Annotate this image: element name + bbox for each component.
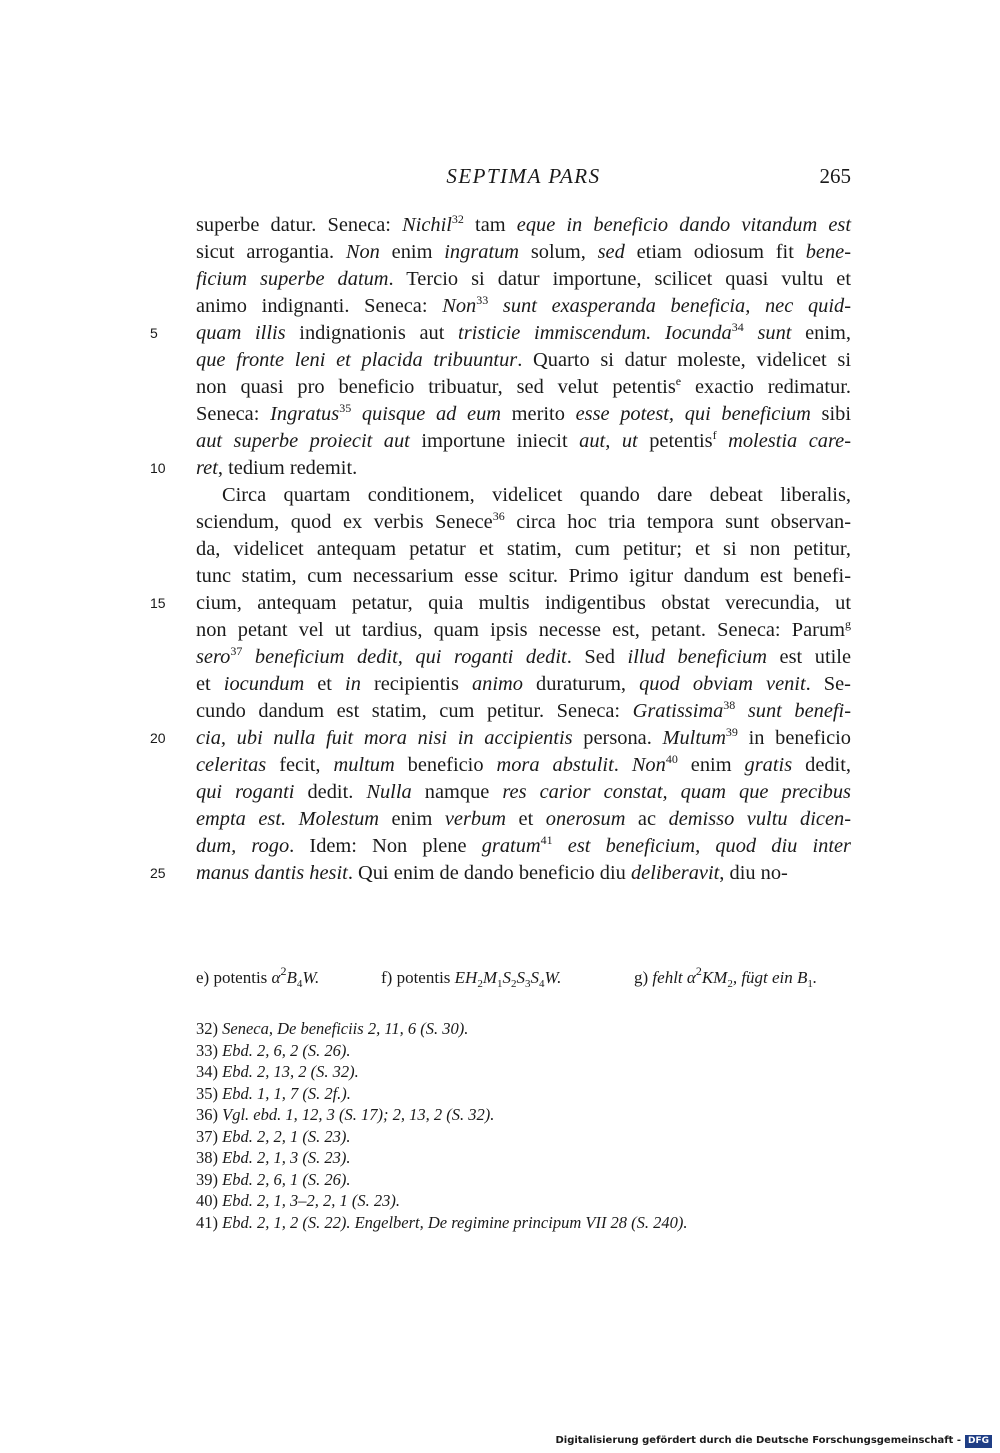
text-line: animo indignanti. Seneca: Non$^{33}$ sunt exasperanda beneficia, nec quid- — [196, 293, 851, 317]
footnote-number: 37) — [196, 1126, 223, 1146]
footnote-text: Ebd. 2, 1, 3–2, 2, 1 (S. 23). — [222, 1191, 400, 1210]
apparatus-note-f: f) potentis $EH_2M_1S_2S_3S_4W$. — [381, 968, 562, 990]
critical-apparatus — [196, 966, 956, 992]
footnote — [196, 1040, 856, 1062]
text-line: sciendum, quod ex verbis Senece$^{36}$ circa hoc tria tempora sunt observan- — [196, 509, 851, 533]
running-head — [196, 164, 851, 194]
text-line: sicut arrogantia. Non enim ingratum solum, sed etiam odiosum fit bene- — [196, 241, 851, 263]
footnote-text: Seneca, De beneficiis 2, 11, 6 (S. 30). — [222, 1019, 469, 1038]
digitization-text: Digitalisierung gefördert durch die Deutsche Forschungsgemeinschaft - — [555, 1435, 961, 1446]
text-line: non petant vel ut tardius, quam ipsis necesse est, petant. Seneca: Parum$^g$ — [196, 617, 851, 641]
footnotes — [196, 1018, 856, 1233]
footnote — [196, 1061, 856, 1083]
footnote-number: 34) — [196, 1062, 223, 1081]
text-line: celeritas fecit, multum beneficio mora abstulit. Non$^{40}$ enim gratis dedit, — [196, 752, 851, 776]
footnote — [196, 1147, 856, 1169]
text-line: cundo dandum est statim, cum petitur. Seneca: Gratissima$^{38}$ sunt benefi- — [196, 698, 851, 722]
text-line: empta est. Molestum enim verbum et onerosum ac demisso vultu dicen- — [196, 808, 852, 830]
footnote — [196, 1212, 856, 1234]
footnote-number: 41) — [196, 1212, 223, 1232]
footnote — [196, 1083, 856, 1105]
text-line: qui roganti dedit. Nulla namque res carior constat, quam que precibus — [196, 781, 851, 803]
text-line: ficium superbe datum. Tercio si datur importune, scilicet quasi vultu et — [196, 268, 851, 290]
footnote-text: Ebd. 2, 13, 2 (S. 32). — [222, 1062, 359, 1081]
footnote — [196, 1190, 856, 1212]
line-number-5: 5 — [150, 325, 158, 341]
text-line: sero$^{37}$ beneficium dedit, qui roganti dedit. Sed illud beneficium est utile — [196, 644, 851, 668]
line-number-20: 20 — [150, 730, 166, 746]
line-number-25: 25 — [150, 865, 166, 881]
footnote — [196, 1169, 856, 1191]
text-line: que fronte leni et placida tribuuntur. Quarto si datur moleste, videlicet si — [196, 349, 851, 371]
text-line: tunc statim, cum necessarium esse scitur. Primo igitur dandum est benefi- — [196, 565, 851, 587]
text-line: cium, antequam petatur, quia multis indigentibus obstat verecundia, ut — [196, 592, 851, 614]
footnote-text: Ebd. 2, 2, 1 (S. 23). — [222, 1126, 351, 1146]
line-number-15: 15 — [150, 595, 166, 611]
footnote — [196, 1018, 856, 1040]
text-line: dum, rogo. Idem: Non plene gratum$^{41}$ est beneficium, quod diu inter — [196, 833, 851, 857]
page-number: 265 — [819, 164, 851, 188]
text-line: Circa quartam conditionem, videlicet quando dare debeat liberalis, — [222, 484, 851, 506]
footnote-number: 36) — [196, 1105, 223, 1124]
footnote-number: 33) — [196, 1040, 223, 1060]
text-line: da, videlicet antequam petatur et statim, cum petitur; et si non petitur, — [196, 538, 851, 560]
apparatus-note-g: g) fehlt $\alpha^2KM_2$, fügt ein $B_1$. — [634, 964, 818, 990]
footnote-number: 38) — [196, 1148, 223, 1167]
footnote-number: 35) — [196, 1083, 223, 1103]
text-line: manus dantis hesit. Qui enim de dando beneficio diu deliberavit, diu no- — [196, 862, 788, 884]
text-line: aut superbe proiecit aut importune iniecit aut, ut petentis$^f$ molestia care- — [196, 428, 851, 452]
footnote — [196, 1104, 856, 1126]
text-line: quam illis indignationis aut tristicie immiscendum. Iocunda$^{34}$ sunt enim, — [196, 320, 852, 344]
footnote-number: 32) — [196, 1019, 223, 1038]
footnote-text: Vgl. ebd. 1, 12, 3 (S. 17); 2, 13, 2 (S. 32). — [222, 1105, 495, 1124]
footnote-text: Ebd. 2, 6, 1 (S. 26). — [222, 1169, 351, 1189]
text-line: Seneca: Ingratus$^{35}$ quisque ad eum merito esse potest, qui beneficium sibi — [196, 401, 852, 425]
dfg-logo: DFG — [965, 1435, 992, 1448]
text-line: non quasi pro beneficio tribuatur, sed velut petentis$^e$ exactio redimatur. — [196, 374, 851, 398]
line-number-10: 10 — [150, 460, 166, 476]
text-line: et iocundum et in recipientis animo duraturum, quod obviam venit. Se- — [196, 673, 851, 695]
apparatus-note-e: e) potentis $\alpha^2B_4W$. — [196, 964, 320, 990]
text-line: ret, tedium redemit. — [196, 457, 358, 479]
footnote — [196, 1126, 856, 1148]
footnote-number: 40) — [196, 1191, 223, 1210]
footnote-number: 39) — [196, 1169, 223, 1189]
digitization-notice — [555, 1433, 992, 1449]
footnote-text: Ebd. 2, 1, 2 (S. 22). Engelbert, De regimine principum VII 28 (S. 240). — [222, 1212, 688, 1232]
text-line: superbe datur. Seneca: Nichil$^{32}$ tam eque in beneficio dando vitandum est — [196, 212, 852, 236]
footnote-text: Ebd. 2, 6, 2 (S. 26). — [222, 1040, 351, 1060]
text-line: cia, ubi nulla fuit mora nisi in accipientis persona. Multum$^{39}$ in beneficio — [196, 725, 851, 749]
footnote-text: Ebd. 2, 1, 3 (S. 23). — [222, 1148, 351, 1167]
footnote-text: Ebd. 1, 1, 7 (S. 2f.). — [222, 1083, 351, 1103]
running-title: SEPTIMA PARS — [446, 164, 601, 188]
